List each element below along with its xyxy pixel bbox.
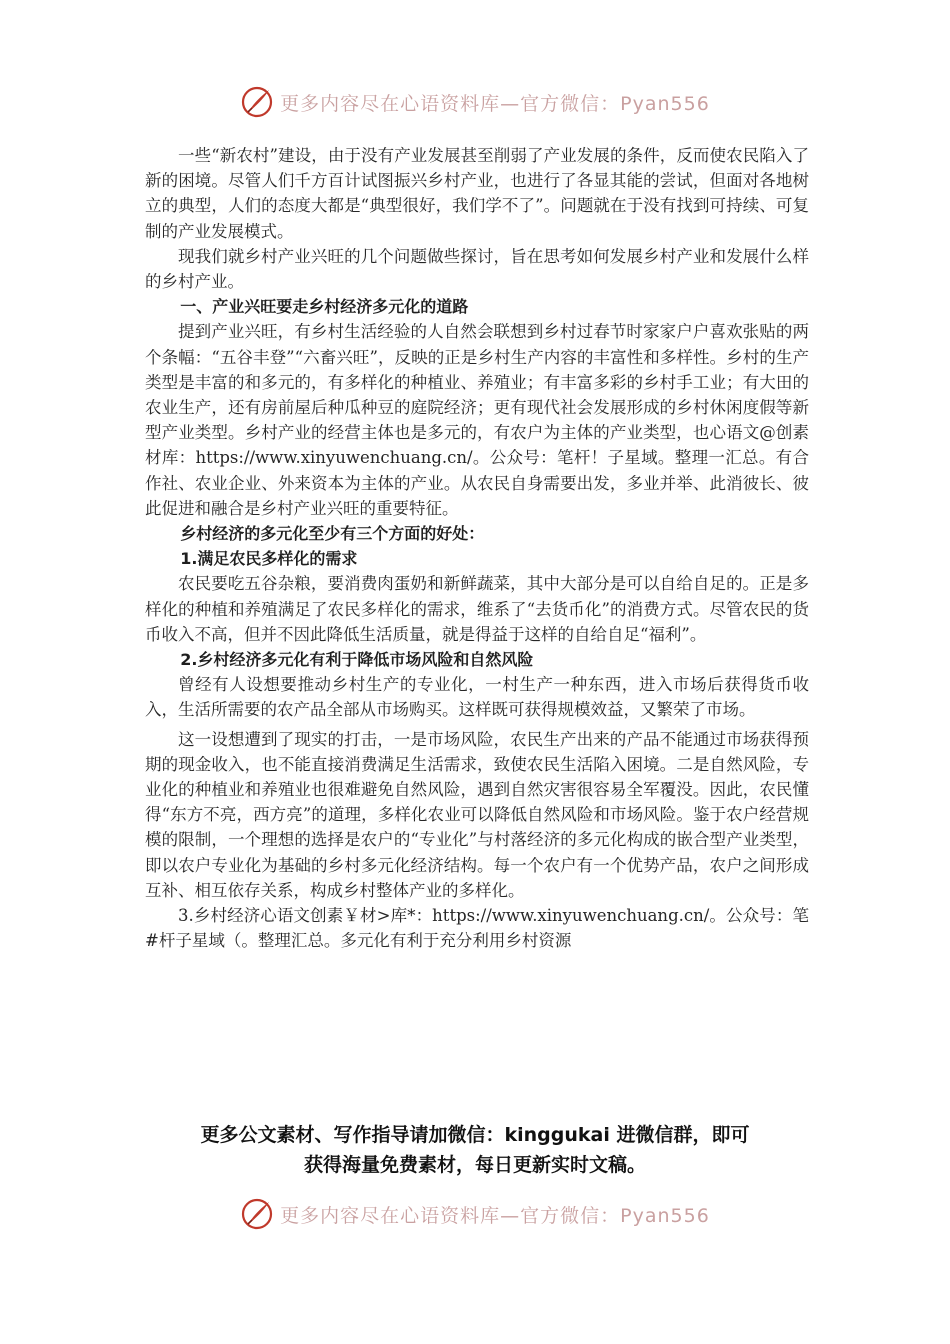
- section-heading-2: 乡村经济的多元化至少有三个方面的好处：: [180, 524, 485, 544]
- subheading-1: 1.满足农民多样化的需求: [180, 549, 358, 569]
- footer-banner: [0, 1194, 950, 1234]
- quill-pen-logo-icon: [240, 85, 274, 119]
- footer-notice: [100, 1120, 850, 1180]
- footer-notice-line-1: 更多公文素材、写作指导请加微信：kinggukai 进微信群，即可: [200, 1124, 750, 1146]
- subheading-2: 2.乡村经济多元化有利于降低市场风险和自然风险: [180, 650, 534, 670]
- banner-text: 更多内容尽在心语资料库—官方微信：Pyan556: [280, 1204, 710, 1227]
- section-heading-1: 一、产业兴旺要走乡村经济多元化的道路: [180, 297, 469, 317]
- banner-text: 更多内容尽在心语资料库—官方微信：Pyan556: [280, 92, 710, 115]
- article-body: [145, 143, 809, 954]
- footer-notice-line-2: 获得海量免费素材，每日更新实时文稿。: [303, 1154, 646, 1176]
- paragraph-4: 农民要吃五谷杂粮，要消费肉蛋奶和新鲜蔬菜，其中大部分是可以自给自足的。正是多样化的种植和养殖满足了农民多样化的需求，维系了“去货币化”的消费方式。尽管农民的货币收入不高，但并不因此降低生活质量，就是得益于这样的自给自足“福利”。: [145, 574, 809, 644]
- paragraph-7: 3.乡村经济心语文创素￥材>库*：https://www.xinyuwenchuang.cn/。公众号：笔#杆子星域（。整理汇总。多元化有利于充分利用乡村资源: [145, 906, 809, 951]
- header-banner: [0, 82, 950, 122]
- quill-pen-logo-icon: [240, 1197, 274, 1231]
- paragraph-6: 这一设想遭到了现实的打击，一是市场风险，农民生产出来的产品不能通过市场获得预期的现金收入，也不能直接消费满足生活需求，致使农民生活陷入困境。二是自然风险，专业化的种植业和养殖业也很难避免自然风险，遇到自然灾害很容易全军覆没。因此，农民懂得“东方不亮，西方亮”的道理，多样化农业可以降低自然风险和市场风险。鉴于农户经营规模的限制，一个理想的选择是农户的“专业化”与村落经济的多元化构成的嵌合型产业类型，即以农户专业化为基础的乡村多元化经济结构。每一个农户有一个优势产品，农户之间形成互补、相互依存关系，构成乡村整体产业的多样化。: [145, 729, 809, 900]
- paragraph-1: 一些“新农村”建设，由于没有产业发展甚至削弱了产业发展的条件，反而使农民陷入了新的困境。尽管人们千方百计试图振兴乡村产业，也进行了各显其能的尝试，但面对各地树立的典型，人们的态度大都是“典型很好，我们学不了”。问题就在于没有找到可持续、可复制的产业发展模式。: [145, 146, 809, 241]
- paragraph-3: 提到产业兴旺，有乡村生活经验的人自然会联想到乡村过春节时家家户户喜欢张贴的两个条幅：“五谷丰登”“六畜兴旺”，反映的正是乡村生产内容的丰富性和多样性。乡村的生产类型是丰富的和多元的，有多样化的种植业、养殖业；有丰富多彩的乡村手工业；有大田的农业生产，还有房前屋后种瓜种豆的庭院经济；更有现代社会发展形成的乡村休闲度假等新型产业类型。乡村产业的经营主体也是多元的，有农户为主体的产业类型，也心语文@创素材库：https://www.xinyuwenchuang.cn/。公众号：笔杆！子星域。整理一汇总。有合作社、农业企业、外来资本为主体的产业。从农民自身需要出发，多业并举、此消彼长、彼此促进和融合是乡村产业兴旺的重要特征。: [145, 322, 809, 518]
- paragraph-5: 曾经有人设想要推动乡村生产的专业化，一村生产一种东西，进入市场后获得货币收入，生活所需要的农产品全部从市场购买。这样既可获得规模效益，又繁荣了市场。: [145, 675, 809, 720]
- paragraph-2: 现我们就乡村产业兴旺的几个问题做些探讨，旨在思考如何发展乡村产业和发展什么样的乡村产业。: [145, 246, 809, 292]
